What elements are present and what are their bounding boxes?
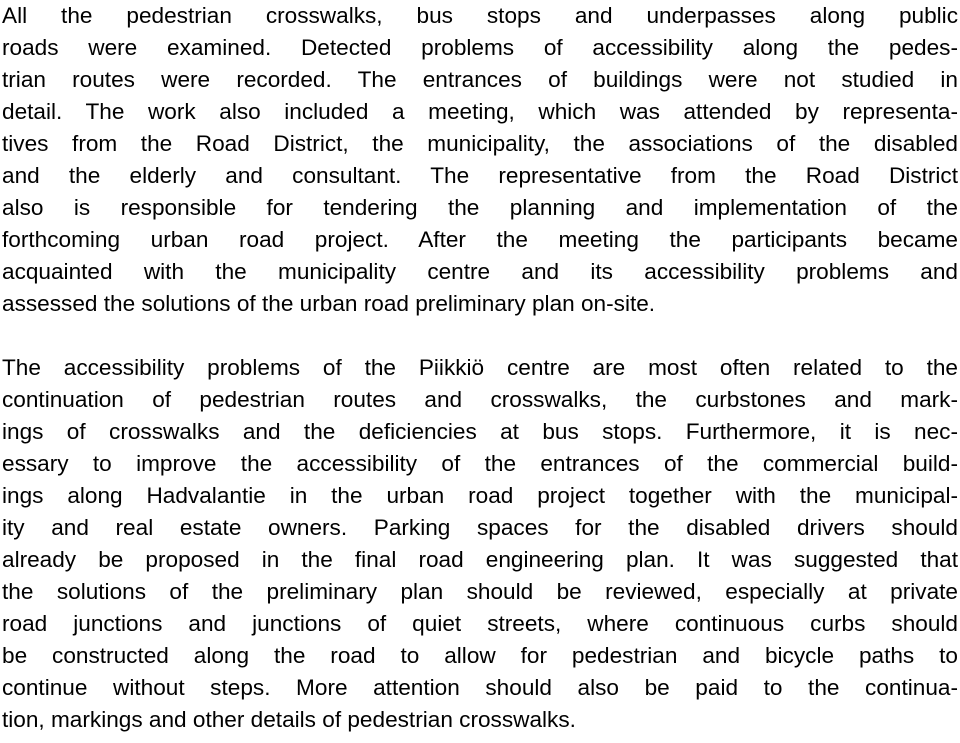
- text-line: All the pedestrian crosswalks, bus stops and underpasses along public: [2, 3, 958, 28]
- text-line: also is responsible for tendering the planning and implementation of the: [2, 195, 958, 220]
- text-line: forthcoming urban road project. After the meeting the participants became: [2, 227, 958, 252]
- text-line: already be proposed in the final road engineering plan. It was suggested that: [2, 547, 958, 572]
- text-line: and the elderly and consultant. The representative from the Road District: [2, 163, 958, 188]
- text-line: roads were examined. Detected problems of accessibility along the pedes-: [2, 35, 958, 60]
- text-line: tives from the Road District, the municipality, the associations of the disabled: [2, 131, 958, 156]
- text-line: assessed the solutions of the urban road preliminary plan on-site.: [2, 291, 656, 316]
- text-line: continue without steps. More attention should also be paid to the continua-: [2, 675, 958, 700]
- text-line: be constructed along the road to allow for pedestrian and bicycle paths to: [2, 643, 958, 668]
- text-line: road junctions and junctions of quiet streets, where continuous curbs should: [2, 611, 958, 636]
- text-line: ings along Hadvalantie in the urban road project together with the municipal-: [2, 483, 958, 508]
- text-line: The accessibility problems of the Piikkiö centre are most often related to the: [2, 355, 958, 380]
- text-line: continuation of pedestrian routes and crosswalks, the curbstones and mark-: [2, 387, 958, 412]
- text-line: detail. The work also included a meeting, which was attended by representa-: [2, 99, 958, 124]
- text-line: trian routes were recorded. The entrances of buildings were not studied in: [2, 67, 958, 92]
- text-line: essary to improve the accessibility of the entrances of the commercial build-: [2, 451, 958, 476]
- text-line: acquainted with the municipality centre and its accessibility problems and: [2, 259, 958, 284]
- text-line: ity and real estate owners. Parking spaces for the disabled drivers should: [2, 515, 958, 540]
- text-line: the solutions of the preliminary plan should be reviewed, especially at private: [2, 579, 958, 604]
- text-line: ings of crosswalks and the deficiencies at bus stops. Furthermore, it is nec-: [2, 419, 958, 444]
- text-line: tion, markings and other details of pedestrian crosswalks.: [2, 707, 576, 732]
